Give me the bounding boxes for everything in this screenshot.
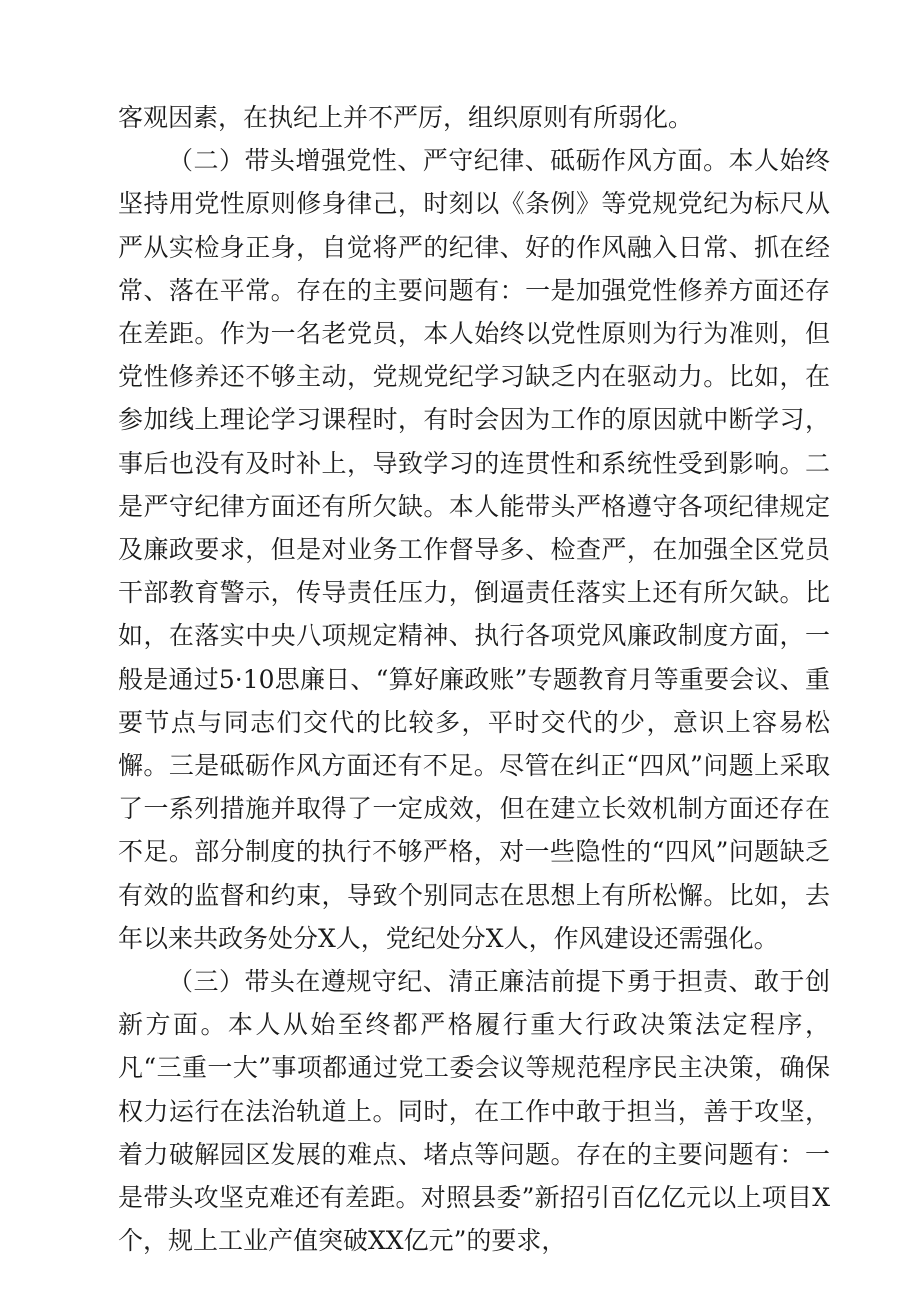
- document-page: [118, 96, 830, 1262]
- paragraph-section-two: （二）带头增强党性、严守纪律、砥砺作风方面。本人始终坚持用党性原则修身律己，时刻以《条例》等党规党纪为标尺从严从实检身正身，自觉将严的纪律、好的作风融入日常、抓在经常、落在平常。存在的主要问题有：一是加强党性修养方面还存在差距。作为一名老党员，本人始终以党性原则为行为准则，但党性修养还不够主动，党规党纪学习缺乏内在驱动力。比如，在参加线上理论学习课程时，有时会因为工作的原因就中断学习，事后也没有及时补上，导致学习的连贯性和系统性受到影响。二是严守纪律方面还有所欠缺。本人能带头严格遵守各项纪律规定及廉政要求，但是对业务工作督导多、检查严，在加强全区党员干部教育警示，传导责任压力，倒逼责任落实上还有所欠缺。比如，在落实中央八项规定精神、执行各项党风廉政制度方面，一般是通过5·10思廉日、“算好廉政账”专题教育月等重要会议、重要节点与同志们交代的比较多，平时交代的少，意识上容易松懈。三是砥砺作风方面还有不足。尽管在纠正“四风”问题上采取了一系列措施并取得了一定成效，但在建立长效机制方面还存在不足。部分制度的执行不够严格，对一些隐性的“四风”问题缺乏有效的监督和约束，导致个别同志在思想上有所松懈。比如，去年以来共政务处分X人，党纪处分X人，作风建设还需强化。: [118, 146, 830, 953]
- paragraph-section-three: （三）带头在遵规守纪、清正廉洁前提下勇于担责、敢于创新方面。本人从始至终都严格履行重大行政决策法定程序，凡“三重一大”事项都通过党工委会议等规范程序民主决策，确保权力运行在法治轨道上。同时，在工作中敢于担当，善于攻坚，着力破解园区发展的难点、堵点等问题。存在的主要问题有：一是带头攻坚克难还有差距。对照县委”新招引百亿亿元以上项目X个，规上工业产值突破XX亿元”的要求，: [118, 967, 830, 1256]
- paragraph-continuation: 客观因素，在执纪上并不严厉，组织原则有所弱化。: [118, 103, 694, 132]
